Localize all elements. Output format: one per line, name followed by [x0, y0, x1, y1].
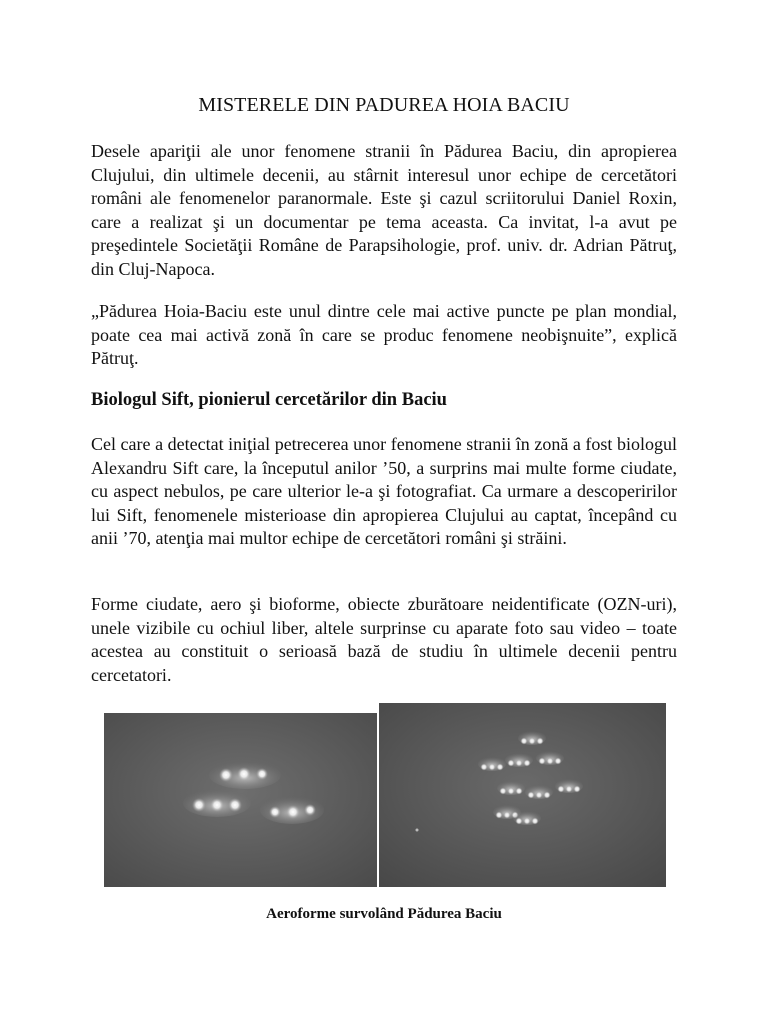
section-heading: Biologul Sift, pionierul cercetărilor din Baciu	[91, 390, 447, 410]
paragraph-quote: „Pădurea Hoia-Baciu este unul dintre cele mai active puncte pe plan mondial, poate cea mai activă zonă în care se produc fenomene neobişnuite”, explică Pătruţ.	[91, 301, 677, 368]
document-title: MISTERELE DIN PADUREA HOIA BACIU	[198, 94, 570, 116]
photo-caption: Aeroforme survolând Pădurea Baciu	[266, 906, 502, 922]
paragraph-intro: Desele apariţii ale unor fenomene stranii în Pădurea Baciu, din apropierea Clujului, din ultimele decenii, au stârnit interesul unor echipe de cercetători români ale fenomenelor paranormale. Este şi cazul scriitorului Daniel Roxin, care a realizat şi un documentar pe tema aceasta. Ca invitat, l-a avut pe preşedintele Societăţii Române de Parapsihologie, prof. univ. dr. Adrian Pătruţ, din Cluj-Napoca.	[91, 141, 677, 279]
ufo-photo-left	[104, 713, 377, 887]
ufo-photo-right	[379, 703, 666, 887]
paragraph-forms: Forme ciudate, aero şi bioforme, obiecte zburătoare neidentificate (OZN-uri), unele vizibile cu ochiul liber, altele surprinse cu aparate foto sau video – toate acestea au constituit o serioasă bază de studiu în ultimele decenii pentru cercetatori.	[91, 594, 677, 685]
paragraph-sift: Cel care a detectat iniţial petrecerea unor fenomene stranii în zonă a fost biologul Alexandru Sift care, la începutul anilor ’50, a surprins mai multe forme ciudate, cu aspect nebulos, pe care ulterior le-a şi fotografiat. Ca urmare a descoperirilor lui Sift, fenomenele misterioase din apropierea Clujului au captat, începând cu anii ’70, atenţia mai multor echipe de cercetători români şi străini.	[91, 434, 677, 548]
